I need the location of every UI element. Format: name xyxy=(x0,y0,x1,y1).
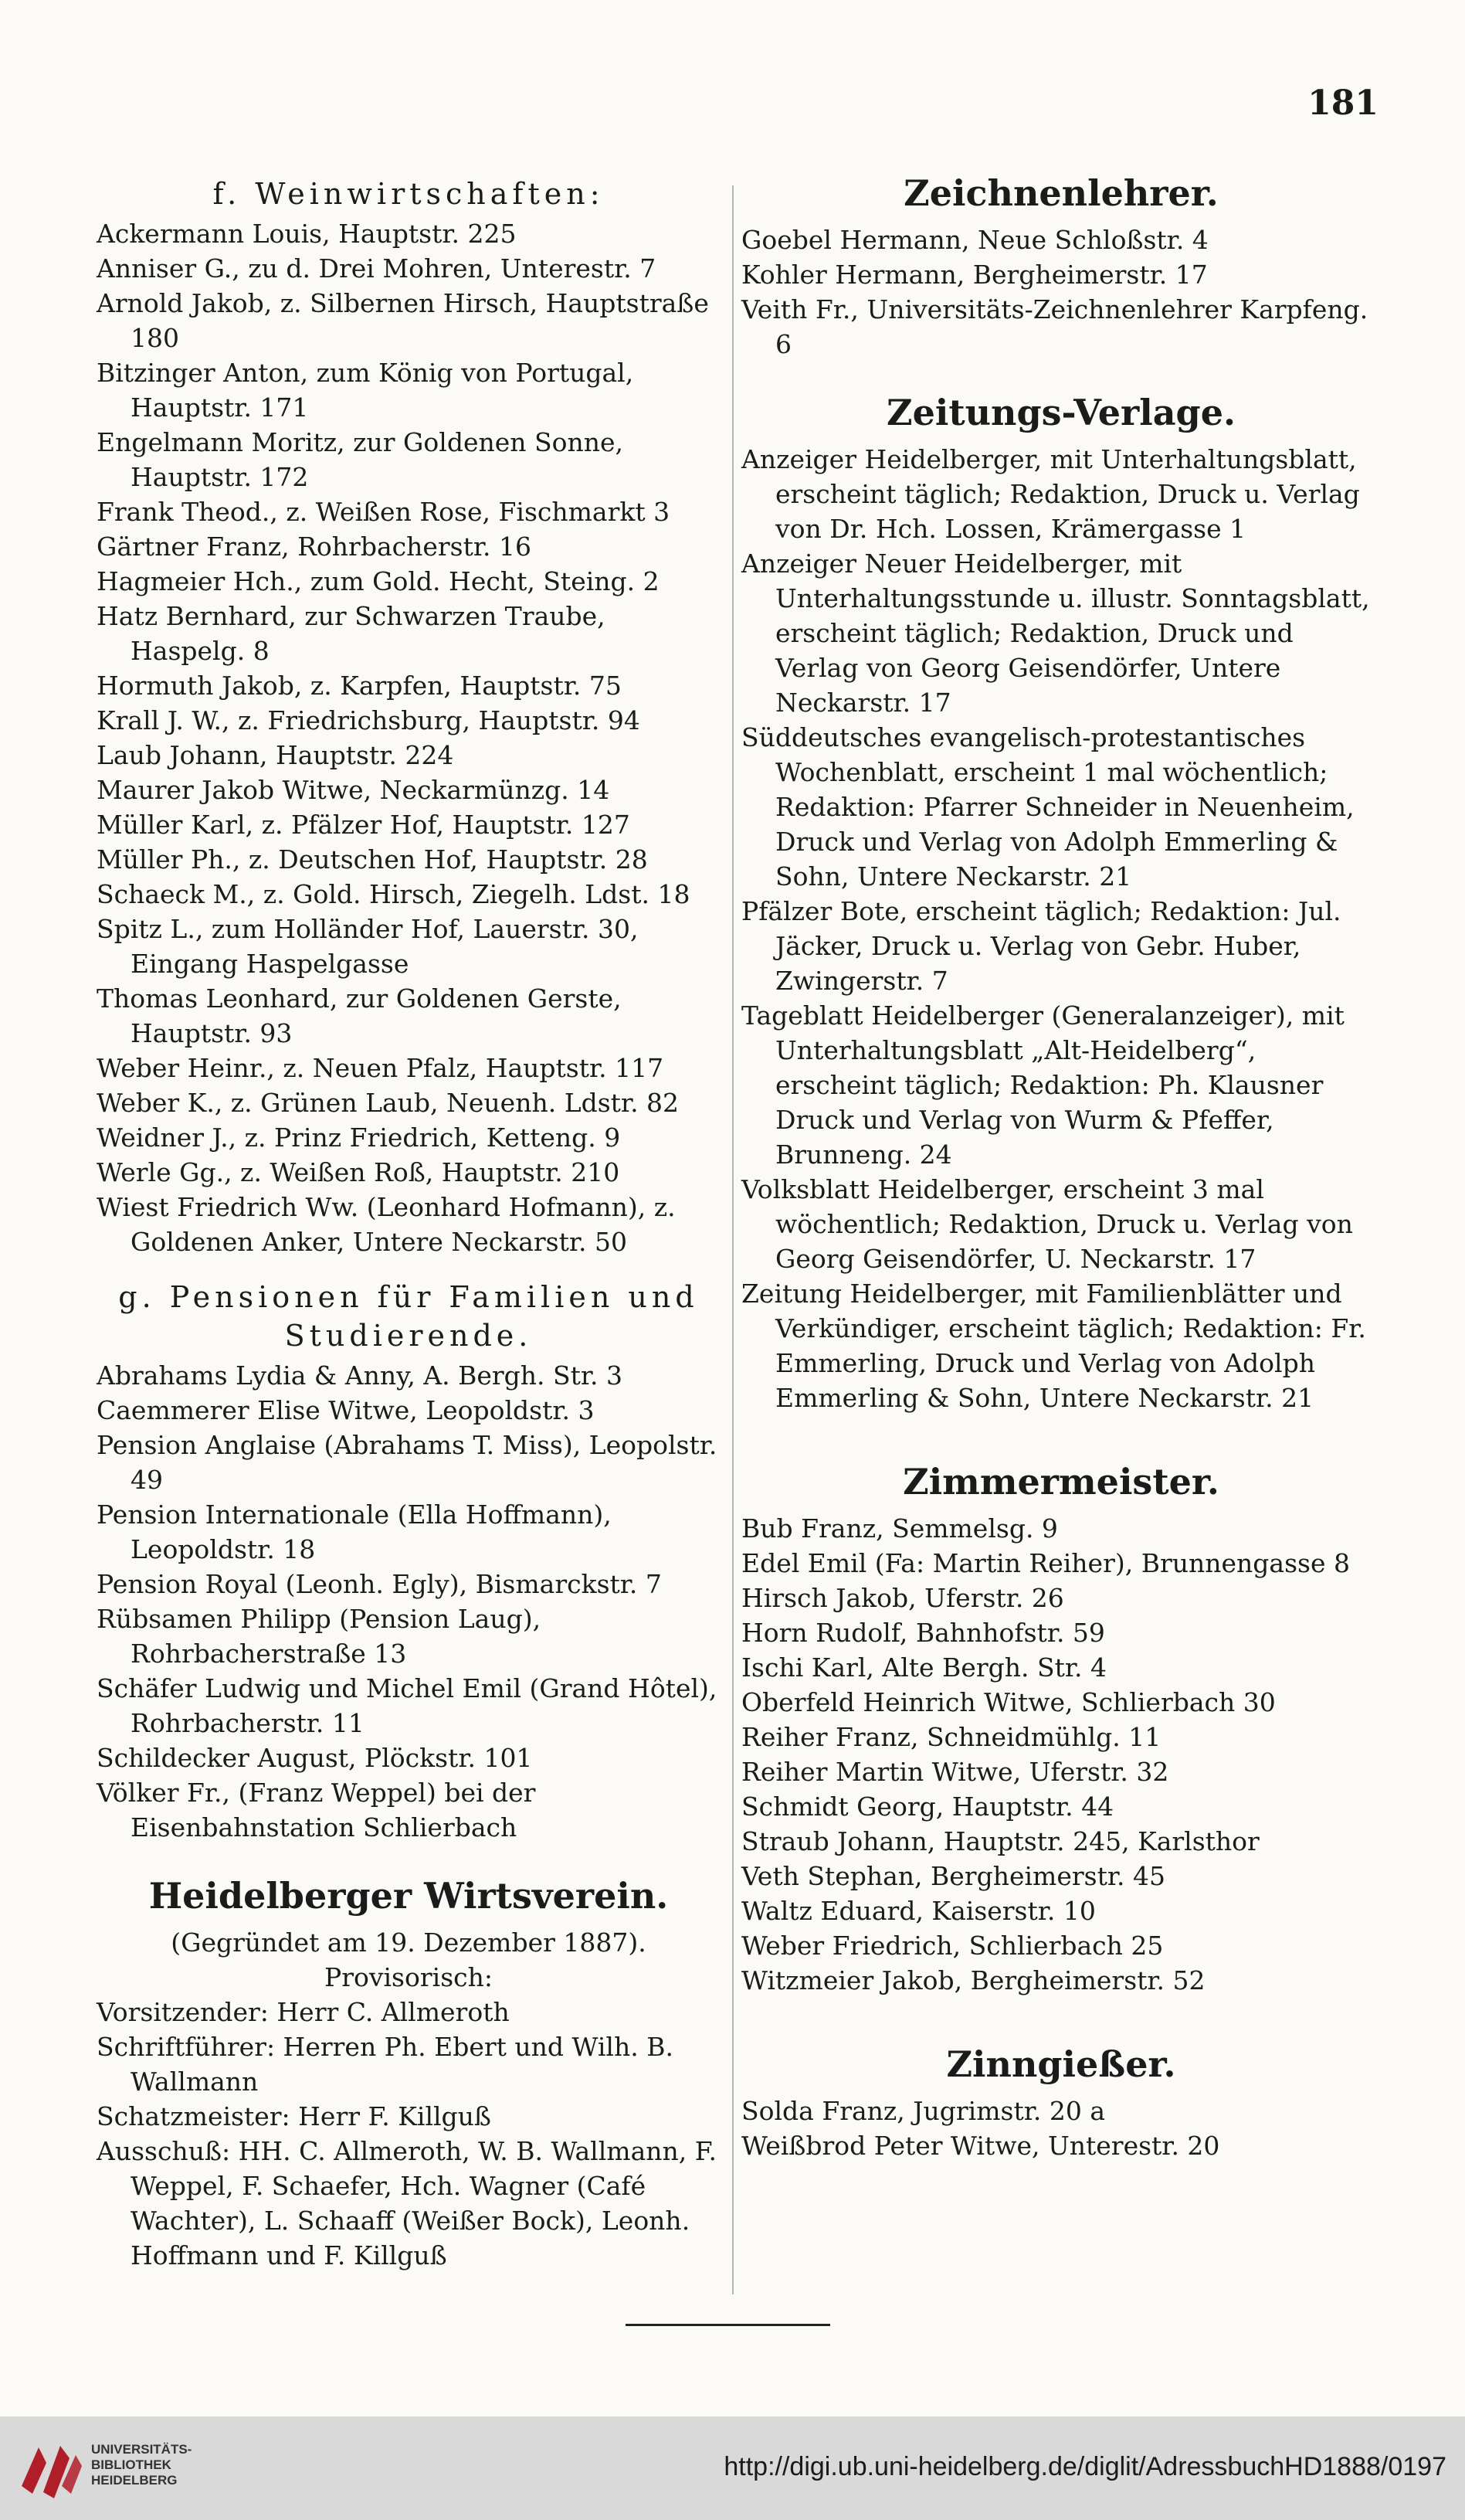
list-item: Weber Heinr., z. Neuen Pfalz, Hauptstr. 117 xyxy=(97,1053,664,1083)
list-item: Frank Theod., z. Weißen Rose, Fischmarkt 3 xyxy=(97,497,670,527)
list-item: Gärtner Franz, Rohrbacherstr. 16 xyxy=(97,532,531,562)
section-heading-zeitungs-verlage: Zeitungs-Verlage. xyxy=(887,392,1236,433)
zinngiesser-list xyxy=(741,2094,1381,2163)
logo-text-line: UNIVERSITÄTS- xyxy=(91,2442,192,2457)
list-item: Weißbrod Peter Witwe, Unterestr. 20 xyxy=(741,2131,1220,2161)
list-item: Pension Royal (Leonh. Egly), Bismarckstr. 7 xyxy=(97,1569,662,1599)
list-item: Witzmeier Jakob, Bergheimerstr. 52 xyxy=(741,1965,1206,1995)
section-heading-pensionen: g. Pensionen für Familien und Studierende. xyxy=(118,1280,699,1353)
list-item: Veth Stephan, Bergheimerstr. 45 xyxy=(741,1861,1165,1891)
list-item: Anzeiger Heidelberger, mit Unterhaltungsblatt, erscheint täglich; Redaktion, Druck u. Verlag von Dr. Hch. Lossen, Krämergasse 1 xyxy=(741,444,1360,544)
bottom-rule xyxy=(626,2324,830,2326)
list-item: Caemmerer Elise Witwe, Leopoldstr. 3 xyxy=(97,1395,595,1425)
logo-text-line: HEIDELBERG xyxy=(91,2473,178,2488)
list-item: Vorsitzender: Herr C. Allmeroth xyxy=(97,1997,510,2027)
list-item: Ischi Karl, Alte Bergh. Str. 4 xyxy=(741,1652,1107,1683)
list-item: Zeitung Heidelberger, mit Familienblätter und Verkündiger, erscheint täglich; Redaktion: Fr. Emmerling, Druck und Verlag von Adolph Emmerling & Sohn, Untere Neckarstr. 21 xyxy=(741,1279,1366,1413)
list-item: Ausschuß: HH. C. Allmeroth, W. B. Wallmann, F. Weppel, F. Schaefer, Hch. Wagner (Café Wachter), L. Schaaff (Weißer Bock), Leonh. Hoffmann und F. Killguß xyxy=(97,2136,717,2270)
list-item: Anniser G., zu d. Drei Mohren, Unterestr. 7 xyxy=(97,253,656,284)
list-item: Krall J. W., z. Friedrichsburg, Hauptstr. 94 xyxy=(97,705,640,735)
list-item: Hatz Bernhard, zur Schwarzen Traube, Haspelg. 8 xyxy=(97,601,605,666)
list-item: Werle Gg., z. Weißen Roß, Hauptstr. 210 xyxy=(97,1157,620,1187)
list-item: Ackermann Louis, Hauptstr. 225 xyxy=(97,219,517,249)
list-item: Pension Internationale (Ella Hoffmann), Leopoldstr. 18 xyxy=(97,1499,612,1564)
list-item: Arnold Jakob, z. Silbernen Hirsch, Hauptstraße 180 xyxy=(97,288,709,353)
list-item: Weber K., z. Grünen Laub, Neuenh. Ldstr. 82 xyxy=(97,1088,680,1118)
list-item: Engelmann Moritz, zur Goldenen Sonne, Hauptstr. 172 xyxy=(97,427,623,492)
list-item: Hormuth Jakob, z. Karpfen, Hauptstr. 75 xyxy=(97,671,622,701)
list-item: Süddeutsches evangelisch-protestantisches Wochenblatt, erscheint 1 mal wöchentlich; Redaktion: Pfarrer Schneider in Neuenheim, Druck und Verlag von Adolph Emmerling & Sohn, Untere Neckarstr. 21 xyxy=(741,722,1355,892)
list-item: Kohler Hermann, Bergheimerstr. 17 xyxy=(741,260,1208,290)
library-logo-icon xyxy=(15,2432,85,2501)
list-item: Bitzinger Anton, zum König von Portugal, Hauptstr. 171 xyxy=(97,358,634,423)
page-number: 181 xyxy=(1307,83,1379,123)
list-item: Straub Johann, Hauptstr. 245, Karlsthor xyxy=(741,1826,1260,1856)
list-item: Waltz Eduard, Kaiserstr. 10 xyxy=(741,1896,1096,1926)
list-item: Veith Fr., Universitäts-Zeichnenlehrer Karpfeng. 6 xyxy=(741,294,1368,359)
list-item: Volksblatt Heidelberger, erscheint 3 mal wöchentlich; Redaktion, Druck u. Verlag von Georg Geisendörfer, U. Neckarstr. 17 xyxy=(741,1174,1353,1274)
list-item: Völker Fr., (Franz Weppel) bei der Eisenbahnstation Schlierbach xyxy=(97,1778,536,1842)
list-item: Wiest Friedrich Ww. (Leonhard Hofmann), z. Goldenen Anker, Untere Neckarstr. 50 xyxy=(97,1192,676,1257)
column-divider xyxy=(732,185,734,2294)
list-item: Reiher Franz, Schneidmühlg. 11 xyxy=(741,1722,1161,1752)
zeichnenlehrer-list xyxy=(741,222,1381,362)
list-item: Hirsch Jakob, Uferstr. 26 xyxy=(741,1583,1064,1613)
section-heading-zinngiesser: Zinngießer. xyxy=(946,2043,1176,2085)
list-item: Schatzmeister: Herr F. Killguß xyxy=(97,2101,491,2131)
right-column xyxy=(741,170,1381,2163)
list-item: Hagmeier Hch., zum Gold. Hecht, Steing. 2 xyxy=(97,566,660,596)
list-item: Schaeck M., z. Gold. Hirsch, Ziegelh. Ldst. 18 xyxy=(97,879,690,909)
list-item: Schildecker August, Plöckstr. 101 xyxy=(97,1743,533,1773)
list-item: Horn Rudolf, Bahnhofstr. 59 xyxy=(741,1618,1105,1648)
library-logo-text xyxy=(91,2442,192,2488)
list-item: Rübsamen Philipp (Pension Laug), Rohrbacherstraße 13 xyxy=(97,1604,541,1669)
list-item: Goebel Hermann, Neue Schloßstr. 4 xyxy=(741,225,1209,255)
list-item: Schäfer Ludwig und Michel Emil (Grand Hôtel), Rohrbacherstr. 11 xyxy=(97,1673,717,1738)
section-heading-zimmermeister: Zimmermeister. xyxy=(903,1461,1219,1503)
list-item: Müller Karl, z. Pfälzer Hof, Hauptstr. 127 xyxy=(97,810,630,840)
list-item: Müller Ph., z. Deutschen Hof, Hauptstr. 28 xyxy=(97,844,648,875)
list-item: Oberfeld Heinrich Witwe, Schlierbach 30 xyxy=(741,1687,1276,1717)
left-column xyxy=(97,170,721,2273)
list-item: Bub Franz, Semmelsg. 9 xyxy=(741,1513,1058,1544)
provisional-label: Provisorisch: xyxy=(324,1962,493,1992)
list-item: Weber Friedrich, Schlierbach 25 xyxy=(741,1931,1164,1961)
list-item: Reiher Martin Witwe, Uferstr. 32 xyxy=(741,1757,1169,1787)
section-heading-zeichnenlehrer: Zeichnenlehrer. xyxy=(904,172,1219,214)
weinwirtschaften-list xyxy=(97,216,721,1259)
list-item: Schriftführer: Herren Ph. Ebert und Wilh. B. Wallmann xyxy=(97,2032,673,2097)
list-item: Tageblatt Heidelberger (Generalanzeiger), mit Unterhaltungsblatt „Alt-Heidelberg“, erscheint täglich; Redaktion: Ph. Klausner Druck und Verlag von Wurm & Pfeffer, Brunneng. 24 xyxy=(741,1000,1345,1170)
list-item: Abrahams Lydia & Anny, A. Bergh. Str. 3 xyxy=(97,1360,623,1391)
logo-text-line: BIBLIOTHEK xyxy=(91,2457,171,2472)
list-item: Pfälzer Bote, erscheint täglich; Redaktion: Jul. Jäcker, Druck u. Verlag von Gebr. Huber, Zwingerstr. 7 xyxy=(741,896,1341,996)
zeitungs-verlage-list xyxy=(741,442,1381,1415)
pensionen-list xyxy=(97,1358,721,1845)
list-item: Anzeiger Neuer Heidelberger, mit Unterhaltungsstunde u. illustr. Sonntagsblatt, erscheint täglich; Redaktion, Druck und Verlag von Georg Geisendörfer, Untere Neckarstr. 17 xyxy=(741,548,1370,718)
zimmermeister-list xyxy=(741,1511,1381,1998)
list-item: Laub Johann, Hauptstr. 224 xyxy=(97,740,454,770)
wirtsverein-list xyxy=(97,1995,721,2273)
source-url-link[interactable]: http://digi.ub.uni-heidelberg.de/diglit/AdressbuchHD1888/0197 xyxy=(724,2452,1446,2481)
list-item: Maurer Jakob Witwe, Neckarmünzg. 14 xyxy=(97,775,610,805)
list-item: Edel Emil (Fa: Martin Reiher), Brunnengasse 8 xyxy=(741,1548,1350,1578)
footer-bar xyxy=(0,2416,1465,2520)
list-item: Thomas Leonhard, zur Goldenen Gerste, Hauptstr. 93 xyxy=(97,983,622,1048)
list-item: Solda Franz, Jugrimstr. 20 a xyxy=(741,2096,1105,2126)
section-heading-weinwirtschaften: f. Weinwirtschaften: xyxy=(212,177,605,211)
list-item: Schmidt Georg, Hauptstr. 44 xyxy=(741,1792,1114,1822)
list-item: Spitz L., zum Holländer Hof, Lauerstr. 30, Eingang Haspelgasse xyxy=(97,914,639,979)
list-item: Weidner J., z. Prinz Friedrich, Ketteng. 9 xyxy=(97,1122,621,1153)
founded-note: (Gegründet am 19. Dezember 1887). xyxy=(171,1927,646,1958)
section-heading-wirtsverein: Heidelberger Wirtsverein. xyxy=(148,1875,669,1917)
list-item: Pension Anglaise (Abrahams T. Miss), Leopolstr. 49 xyxy=(97,1430,717,1495)
